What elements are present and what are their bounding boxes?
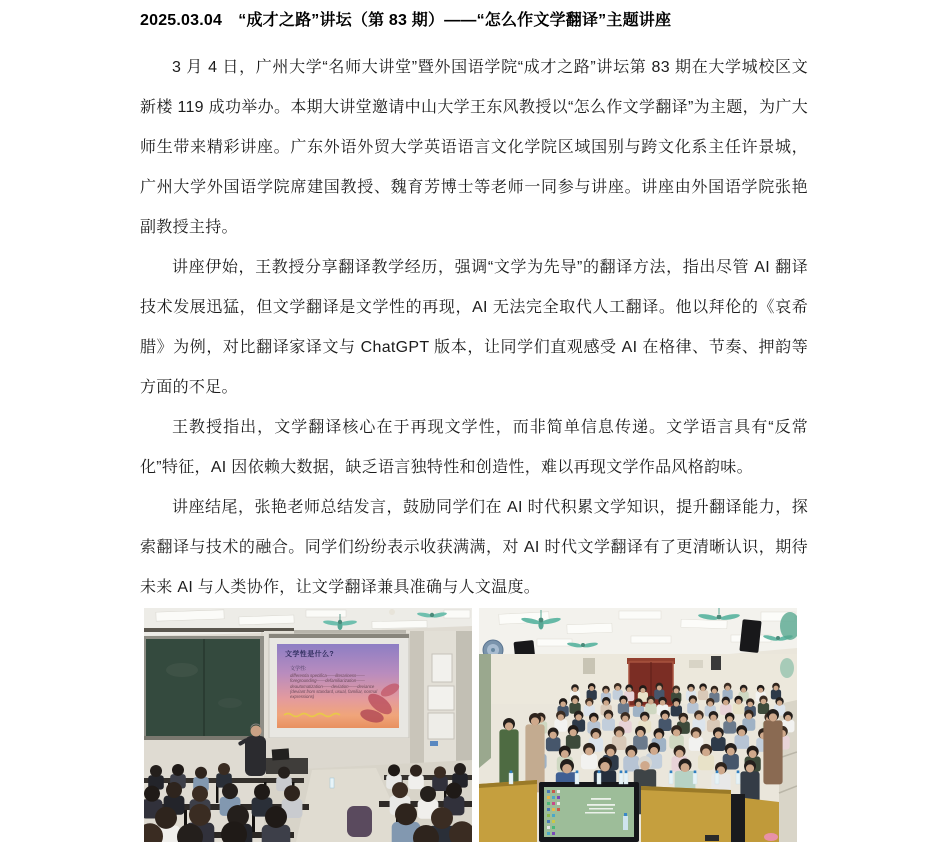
backpack: [347, 806, 372, 837]
computer-monitor: [539, 782, 639, 842]
ceiling-sensor: [389, 609, 395, 615]
group-photo: [479, 608, 797, 842]
slide-english-text: differentia specifica——literariness——foregrounding——defamiliarization——deautomatization——deviation——deviance (deviant from standard, usual, familiar, normal expressions): [290, 673, 378, 700]
wall-column: [410, 631, 424, 771]
article-title: 2025.03.04 “成才之路”讲坛（第 83 期）——“怎么作文学翻译”主题讲座: [140, 12, 672, 29]
paragraph-2: 讲座伊始，王教授分享翻译教学经历，强调“文学为先导”的翻译方法，指出尽管 AI 翻译技术发展迅猛，但文学翻译是文学性的再现，AI 无法完全取代人工翻译。他以拜伦的《哀希腊》为例，对比翻译家译文与 ChatGPT 版本，让同学们直观感受 AI 在格律、节奏、押韵等方面的不足。: [140, 259, 808, 396]
speaker: [739, 619, 761, 653]
paragraph-3: 王教授指出，文学翻译核心在于再现文学性，而非简单信息传递。文学语言具有“反常化”特征，AI 因依赖大数据，缺乏语言独特性和创造性，难以再现文学作品风格韵味。: [140, 419, 808, 476]
water-bottle: [330, 778, 334, 788]
projection-screen: [269, 630, 409, 738]
lecture-photo-illustration: [144, 608, 472, 842]
chalkboard: [144, 636, 264, 740]
right-wall-edge: [456, 631, 472, 781]
wall-vent: [689, 660, 703, 668]
wall-label: [430, 741, 438, 746]
slide-title-text: 文学性是什么?: [285, 651, 335, 658]
lecture-classroom-photo: [144, 608, 472, 842]
pink-object: [764, 833, 778, 841]
dark-object: [705, 835, 719, 841]
left-wall-green: [479, 654, 491, 768]
wall-poster: [583, 658, 595, 674]
article-body: [140, 10, 808, 608]
photo-row: [144, 608, 797, 842]
wall-cabinets: [428, 654, 454, 739]
paragraph-1: 3 月 4 日，广州大学“名师大讲堂”暨外国语学院“成才之路”讲坛第 83 期在大学城校区文新楼 119 成功举办。本期大讲堂邀请中山大学王东风教授以“怎么作文学翻译”为主题，为广大师生带来精彩讲座。广东外语外贸大学英语语言文化学院区域国别与跨文化系主任许景城，广州大学外国语学院席建国教授、魏育芳博士等老师一同参与讲座。讲座由外国语学院张艳副教授主持。: [140, 59, 808, 236]
paragraph-4: 讲座结尾，张艳老师总结发言，鼓励同学们在 AI 时代积累文学知识，提升翻译能力，探索翻译与技术的融合。同学们纷纷表示收获满满，对 AI 时代文学翻译有了更清晰认识，期待未来 AI 与人类协作，让文学翻译兼具准确与人文温度。: [140, 499, 808, 596]
wall-decoration: [780, 658, 794, 678]
slide-bullet-text: 文学性:: [290, 666, 307, 672]
water-bottle: [623, 816, 628, 830]
group-photo-illustration: [479, 608, 797, 842]
wall-speaker: [711, 656, 721, 670]
